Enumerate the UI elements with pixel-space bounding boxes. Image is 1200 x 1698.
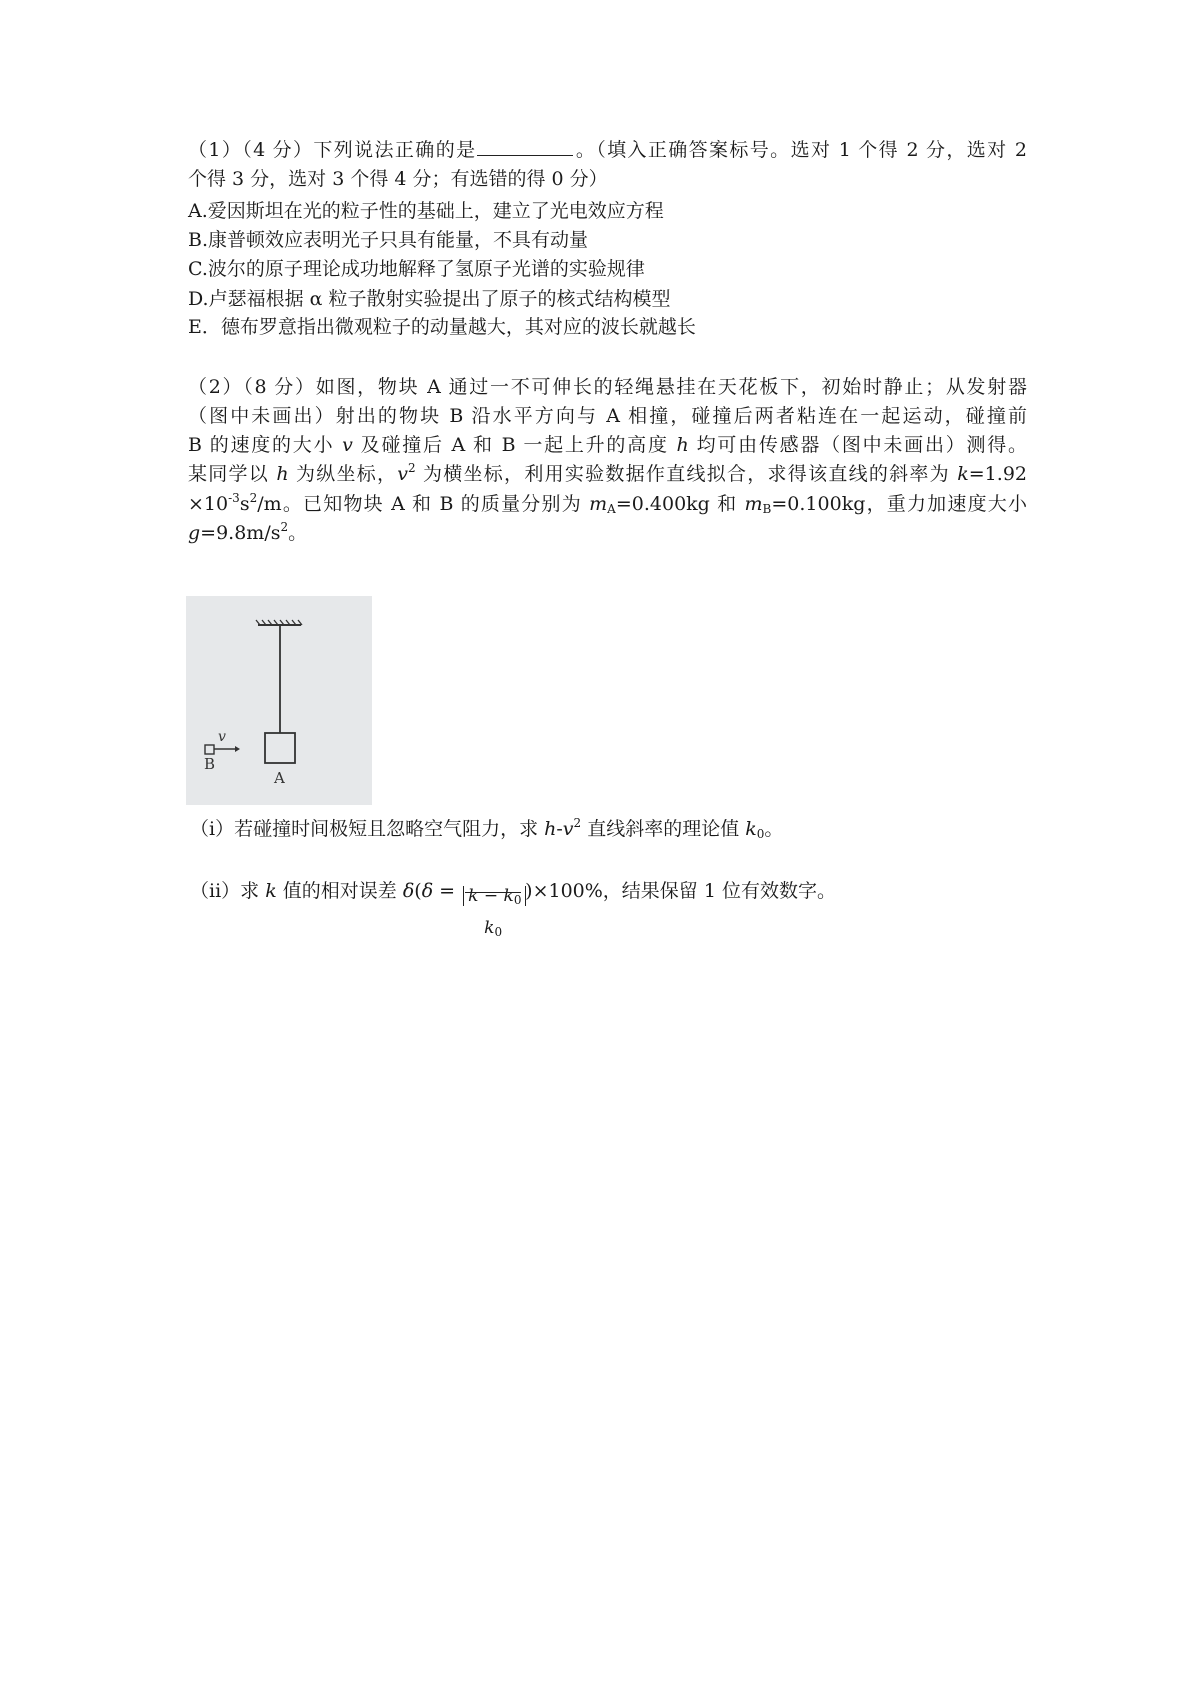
q2-line-1: （2）（8 分）如图，物块 A 通过一不可伸长的轻绳悬挂在天花板下，初始时静止；从发射器 [188, 376, 1027, 398]
q2-sub-ii: （ii）求 k 值的相对误差 δ(δ = $k - k_0$ $k_0$ )×100%，结果保留 1 位有效数字。 [190, 860, 836, 923]
fraction-denominator: $k_0$ [484, 918, 503, 939]
q1-intro-text: （1）（4 分）下列说法正确的是 [188, 139, 477, 161]
q1-intro-text-cont: 。（填入正确答案标号。选对 1 个得 2 分，选对 2 [574, 139, 1028, 161]
label-v: v [218, 729, 226, 745]
fraction-bar [465, 892, 521, 893]
q1-intro-line-2: 个得 3 分，选对 3 个得 4 分；有选错的得 0 分） [188, 168, 608, 190]
q1-option-e: E．德布罗意指出微观粒子的动量越大，其对应的波长就越长 [188, 316, 696, 338]
q2-line-5: $\times 10^{-3}s^2/m$。已知物块 A 和 B 的质量分别为 $m_A=0.400kg$ 和 $m_B=0.100kg$，重力加速度大小 [188, 491, 1027, 516]
answer-blank [477, 137, 573, 156]
q1-option-c: C.波尔的原子理论成功地解释了氢原子光谱的实验规律 [188, 258, 645, 280]
label-b: B [204, 755, 216, 773]
q2-line-4: 某同学以 h 为纵坐标，$v^2$ 为横坐标，利用实验数据作直线拟合，求得该直线的斜率为 k=1.92 [188, 461, 1027, 485]
q2-line-3: B 的速度的大小 v 及碰撞后 A 和 B 一起上升的高度 h 均可由传感器（图中未画出）测得。 [188, 434, 1027, 456]
q2-line-2: （图中未画出）射出的物块 B 沿水平方向与 A 相撞，碰撞后两者粘连在一起运动，碰撞前 [188, 405, 1027, 427]
q2-sub-i: （i）若碰撞时间极短且忽略空气阻力，求 $h-v^2$ 直线斜率的理论值 $k_0$。 [190, 816, 784, 841]
q1-option-b: B.康普顿效应表明光子只具有能量，不具有动量 [188, 229, 589, 251]
pendulum-figure [186, 596, 372, 805]
fraction-numerator: $k - k_0$ [463, 865, 523, 927]
q1-option-a: A.爱因斯坦在光的粒子性的基础上，建立了光电效应方程 [188, 200, 664, 222]
q1-intro-line-1 [188, 137, 1027, 163]
relative-error-fraction [463, 861, 523, 939]
q1-option-d: D.卢瑟福根据 α 粒子散射实验提出了原子的核式结构模型 [188, 288, 671, 310]
q2-line-6: $g=9.8m/s^2$。 [188, 520, 308, 544]
label-a: A [274, 769, 285, 787]
